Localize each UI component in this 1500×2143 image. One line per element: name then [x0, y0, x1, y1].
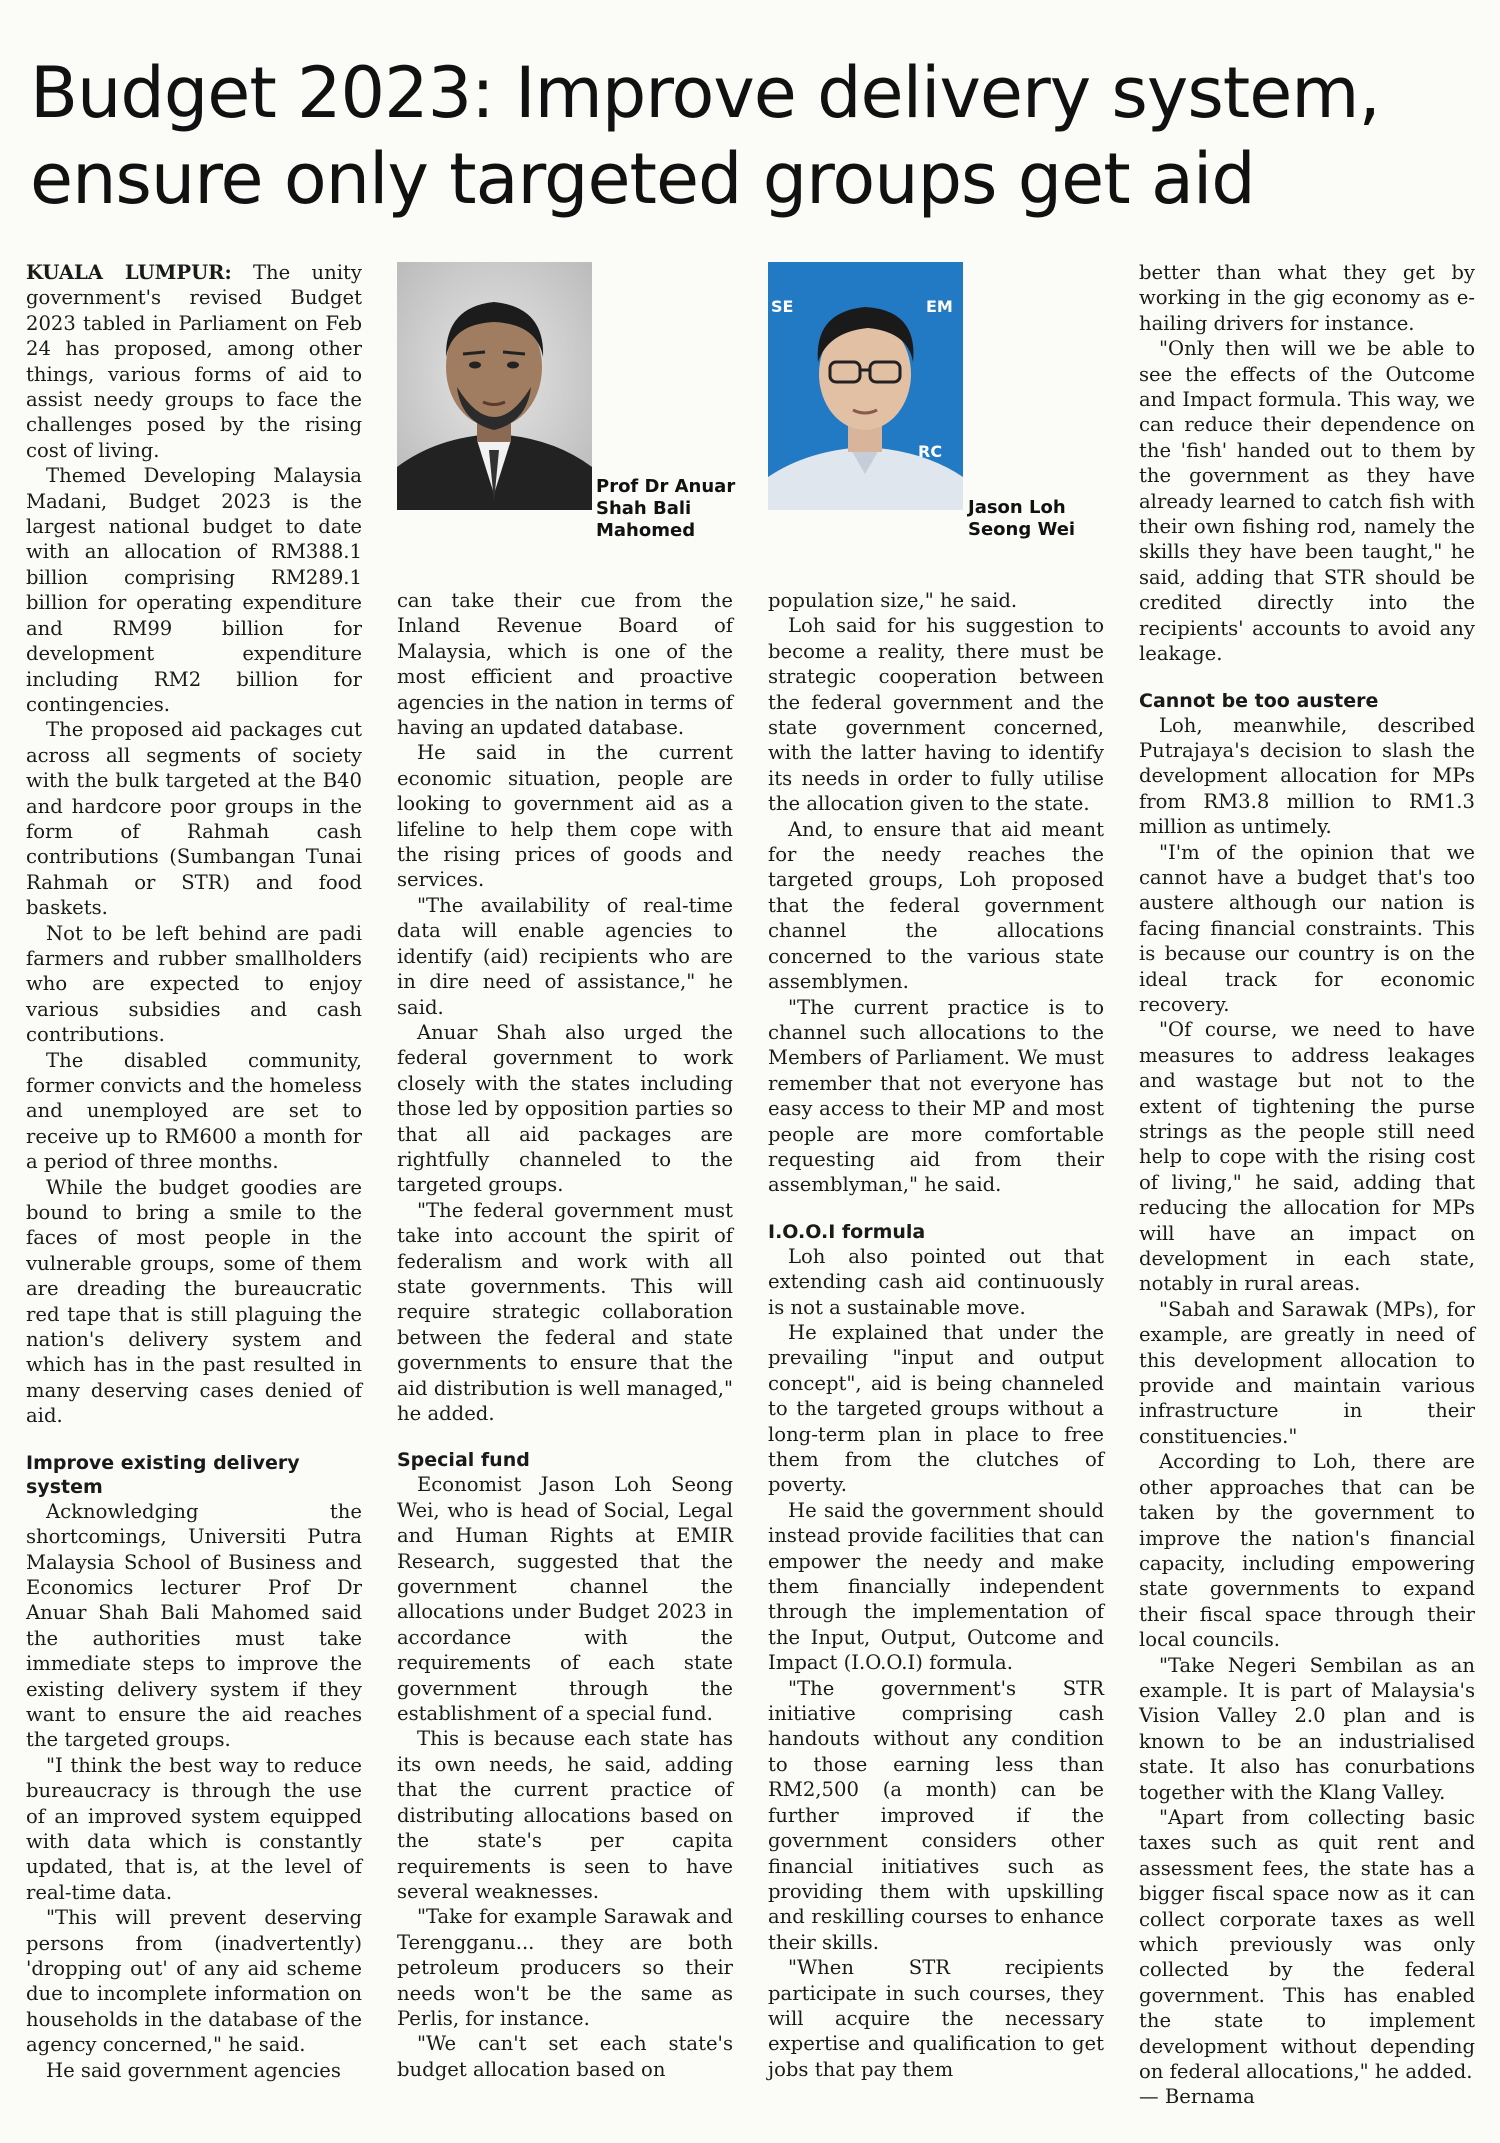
paragraph: "This will prevent deserving persons from (inadvertently) 'dropping out' of any aid scheme due to incomplete information on households in the database of the agency concerned," he said. [26, 1906, 362, 2057]
paragraph: better than what they get by working in the gig economy as e-hailing drivers for instance. [1139, 261, 1475, 335]
paragraph: According to Loh, there are other approaches that can be taken by the government to improve the nation's financial capacity, including empowering state governments to expand their fiscal space through their local councils. [1139, 1450, 1475, 1652]
subheading-iooi-formula: I.O.O.I formula [768, 1220, 926, 1243]
photo-caption-anuar-shah: Prof Dr Anuar Shah Bali Mahomed [596, 476, 736, 541]
paragraph: "The government's STR initiative comprising cash handouts without any condition to those earning less than RM2,500 (a month) can be further improved if the government considers other financial initiatives such as providing them with upskilling and reskilling courses to enhance their skills. [768, 1676, 1104, 1954]
paragraph: population size," he said. [768, 589, 1018, 612]
subheading-special-fund: Special fund [397, 1449, 530, 1472]
paragraph: He said government agencies [46, 2058, 341, 2082]
paragraph: Anuar Shah also urged the federal government to work closely with the states including those led by opposition parties so that all aid packages are rightfully channeled to the targeted groups. [397, 1020, 733, 1197]
paragraph: And, to ensure that aid meant for the needy reaches the targeted groups, Loh proposed that the federal government channel the allocations concerned to the various state assemblymen. [768, 817, 1104, 994]
paragraph: "Sabah and Sarawak (MPs), for example, are greatly in need of this development allocation to provide and maintain various infrastructure in their constituencies." [1139, 1297, 1475, 1448]
paragraph: "Apart from collecting basic taxes such as quit rent and assessment fees, the state has a bigger fiscal space now as it can collect corporate taxes as well which previously was only collected by the federal government. This has enabled the state to implement development without depending on federal allocations," he added. [1139, 1805, 1475, 2084]
paragraph-text: The unity government's revised Budget 2023 tabled in Parliament on Feb 24 has proposed, among other things, various forms of aid to assist needy groups to face the challenges posed by the rising cost of living. [26, 261, 362, 462]
byline-source: — Bernama [1139, 2085, 1255, 2109]
paragraph: "Take Negeri Sembilan as an example. It is part of Malaysia's Vision Valley 2.0 plan and is known to be an industrialised state. It also has conurbations together with the Klang Valley. [1139, 1653, 1475, 1804]
paragraph: He explained that under the prevailing "input and output concept", aid is being channeled to the targeted groups without a long-term plan in place to free them from the clutches of poverty. [768, 1320, 1104, 1497]
headline [30, 50, 1480, 222]
paragraph: "The federal government must take into account the spirit of federalism and work with all state governments. This will require strategic collaboration between the federal and state governments to ensure that the aid distribution is well managed," he added. [397, 1198, 733, 1425]
paragraph: "Of course, we need to have measures to address leakages and wastage but not to the extent of tightening the purse strings as the people still need help to cope with the rising cost of living," he said, adding that reducing the allocation for MPs will have an impact on development in each state, notably in rural areas. [1139, 1018, 1475, 1296]
article-column-4 [1139, 260, 1475, 2110]
paragraph: The disabled community, former convicts and the homeless and unemployed are set to receive up to RM600 a month for a period of three months. [26, 1048, 362, 1174]
portrait-man-glasses-blue-shirt [768, 262, 963, 510]
headline-line-2: ensure only targeted groups get aid [30, 138, 1255, 220]
paragraph: Loh, meanwhile, described Putrajaya's decision to slash the development allocation for MPs from RM3.8 million to RM1.3 million as untimely. [1139, 713, 1475, 839]
photo-anuar-shah [397, 262, 592, 510]
paragraph: "We can't set each state's budget allocation based on [397, 2032, 733, 2081]
paragraph: Loh said for his suggestion to become a reality, there must be strategic cooperation between the federal government and the state government concerned, with the latter having to identify its needs in order to fully utilise the allocation given to the state. [768, 614, 1104, 816]
paragraph: While the budget goodies are bound to bring a smile to the faces of most people in the vulnerable groups, some of them are dreading the bureaucratic red tape that is still plaguing the nation's delivery system and which has in the past resulted in many deserving cases denied of aid. [26, 1175, 362, 1428]
backdrop-text-rc: RC [918, 442, 943, 461]
photo-caption-jason-loh: Jason Loh Seong Wei [968, 497, 1076, 540]
dateline: KUALA LUMPUR: [26, 261, 232, 284]
subheading-improve-delivery: Improve existing delivery system [26, 1451, 300, 1498]
paragraph: Themed Developing Malaysia Madani, Budget 2023 is the largest national budget to date with an allocation of RM388.1 billion comprising RM289.1 billion for operating expenditure and RM99 billion for development expenditure including RM2 billion for contingencies. [26, 464, 362, 716]
paragraph: This is because each state has its own needs, he said, adding that the current practice of distributing allocations based on the state's per capita requirements is seen to have several weaknesses. [397, 1727, 733, 1903]
paragraph: Loh also pointed out that extending cash aid continuously is not a sustainable move. [768, 1244, 1104, 1319]
headline-line-1: Budget 2023: Improve delivery system, [30, 52, 1380, 134]
paragraph: "When STR recipients participate in such courses, they will acquire the necessary expertise and qualification to get jobs that pay them [768, 1956, 1104, 2081]
paragraph: "I think the best way to reduce bureaucracy is through the use of an improved system equipped with data which is constantly updated, that is, at the level of real-time data. [26, 1753, 362, 1904]
backdrop-text-em: EM [926, 297, 953, 316]
portrait-man-dark-suit [397, 262, 592, 510]
paragraph [26, 260, 362, 463]
paragraph: He said the government should instead provide facilities that can empower the needy and make them financially independent through the implementation of the Input, Output, Outcome and Impact (I.O.O.I) formula. [768, 1498, 1104, 1675]
article-column-1 [26, 260, 362, 2083]
paragraph: "Only then will we be able to see the effects of the Outcome and Impact formula. This way, we can reduce their dependence on the 'fish' handed out to them by the government as they have already learned to catch fish with their own fishing rod, namely the skills they have been taught," he said, adding that STR should be credited directly into the recipients' accounts to avoid any leakage. [1139, 337, 1475, 666]
paragraph: Not to be left behind are padi farmers and rubber smallholders who are expected to enjoy various subsidies and cash contributions. [26, 921, 362, 1047]
paragraph: Economist Jason Loh Seong Wei, who is head of Social, Legal and Human Rights at EMIR Research, suggested that the government channel the allocations under Budget 2023 in accordance with the requirements of each state government through the establishment of a special fund. [397, 1473, 733, 1726]
paragraph: "The availability of real-time data will enable agencies to identify (aid) recipients who are in dire need of assistance," he said. [397, 893, 733, 1019]
paragraph: "Take for example Sarawak and Terengganu... they are both petroleum producers so their needs won't be the same as Perlis, for instance. [397, 1905, 733, 2030]
subheading-cannot-be-too-austere: Cannot be too austere [1139, 689, 1379, 712]
paragraph: "I'm of the opinion that we cannot have a budget that's too austere although our nation is facing financial constraints. This is because our country is on the ideal track for economic recovery. [1139, 840, 1475, 1016]
paragraph: The proposed aid packages cut across all segments of society with the bulk targeted at the B40 and hardcore poor groups in the form of Rahmah cash contributions (Sumbangan Tunai Rahmah or STR) and food baskets. [26, 718, 362, 920]
article-column-2 [397, 588, 733, 2082]
paragraph: He said in the current economic situation, people are looking to government aid as a lifeline to help them cope with the rising prices of goods and services. [397, 741, 733, 892]
article-column-3 [768, 588, 1104, 2082]
paragraph: Acknowledging the shortcomings, Universiti Putra Malaysia School of Business and Economics lecturer Prof Dr Anuar Shah Bali Mahomed said the authorities must take immediate steps to improve the existing delivery system if they want to ensure the aid reaches the targeted groups. [26, 1499, 362, 1752]
paragraph: "The current practice is to channel such allocations to the Members of Parliament. We must remember that not everyone has easy access to their MP and most people are more comfortable requesting aid from their assemblyman," he said. [768, 995, 1104, 1197]
backdrop-text-se: SE [771, 297, 794, 316]
photo-jason-loh [768, 262, 963, 510]
paragraph: can take their cue from the Inland Revenue Board of Malaysia, which is one of the most efficient and proactive agencies in the nation in terms of having an updated database. [397, 589, 733, 740]
